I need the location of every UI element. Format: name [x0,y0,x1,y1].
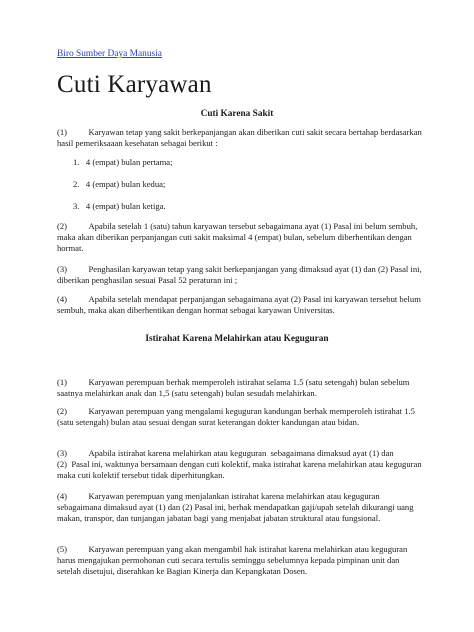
paragraph: (2) Apabila setelah 1 (satu) tahun karyawan tersebut sebagaimana ayat (1) Pasal ini belum sembuh, maka akan diberikan perpanjangan cuti sakit maksimal 4 (empat) bulan, sebelum diberhentikan dengan hormat. [57,221,418,254]
paragraph: (4) Apabila setelah mendapat perpanjangan sebagaimana ayat (2) Pasal ini karyawan tersebut belum sembuh, maka akan diberhentikan dengan hormat sebagai karyawan Universitas. [57,294,421,316]
paragraph: (2) Karyawan perempuan yang mengalami keguguran kandungan berhak memperoleh istirahat 1.5 (satu setengah) bulan atau sesuai dengan surat keterangan dokter kandungan atau bidan. [57,406,415,428]
section-heading-sick-leave: Cuti Karena Sakit [200,109,274,119]
breadcrumb-link[interactable]: Biro Sumber Daya Manusia [57,49,162,59]
list-item: 1. 4 (empat) bulan pertama; [73,157,173,167]
section-heading-maternity: Istirahat Karena Melahirkan atau Keguguran [145,334,329,344]
paragraph: (1) Karyawan tetap yang sakit berkepanjangan akan diberikan cuti sakit secara bertahap berdasarkan hasil pemeriksaaan kesehatan sebagai berikut : [57,127,422,149]
paragraph: (5) Karyawan perempuan yang akan mengambil hak istirahat karena melahirkan atau keguguran harus mengajukan permohonan cuti secara tertulis seminggu sebelumnya kepada pimpinan unit dan setelah disetujui, diserahkan ke Bagian Kinerja dan Kepangkatan Dosen. [57,544,408,577]
paragraph: (4) Karyawan perempuan yang menjalankan istirahat karena melahirkan atau keguguran sebagaimana dimaksud ayat (1) dan (2) Pasal ini, berhak mendapatkan gaji/upah setelah dikurangi uang makan, transpor, dan tunjangan jabatan bagi yang menjabat jabatan struktural atau fungsional. [57,491,414,524]
page-title: Cuti Karyawan [57,71,212,98]
paragraph: (3) Penghasilan karyawan tetap yang sakit berkepanjangan yang dimaksud ayat (1) dan (2) Pasal ini, diberikan penghasilan sesuai Pasal 52 peraturan ini ; [57,264,422,286]
paragraph: (3) Apabila istirahat karena melahirkan atau keguguran sebagaimana dimaksud ayat (1) dan (2) Pasal ini, waktunya bersamaan dengan cuti kolektif, maka istirahat karena melahirkan atau keguguran maka cuti kolektif tersebut tidak diperhitungkan. [57,448,422,481]
list-item: 2. 4 (empat) bulan kedua; [73,179,166,189]
paragraph: (1) Karyawan perempuan berhak memperoleh istirahat selama 1.5 (satu setengah) bulan sebelum saatnya melahirkan anak dan 1,5 (satu setengah) bulan sesudah melahirkan. [57,377,410,399]
list-item: 3. 4 (empat) bulan ketiga. [73,201,166,211]
